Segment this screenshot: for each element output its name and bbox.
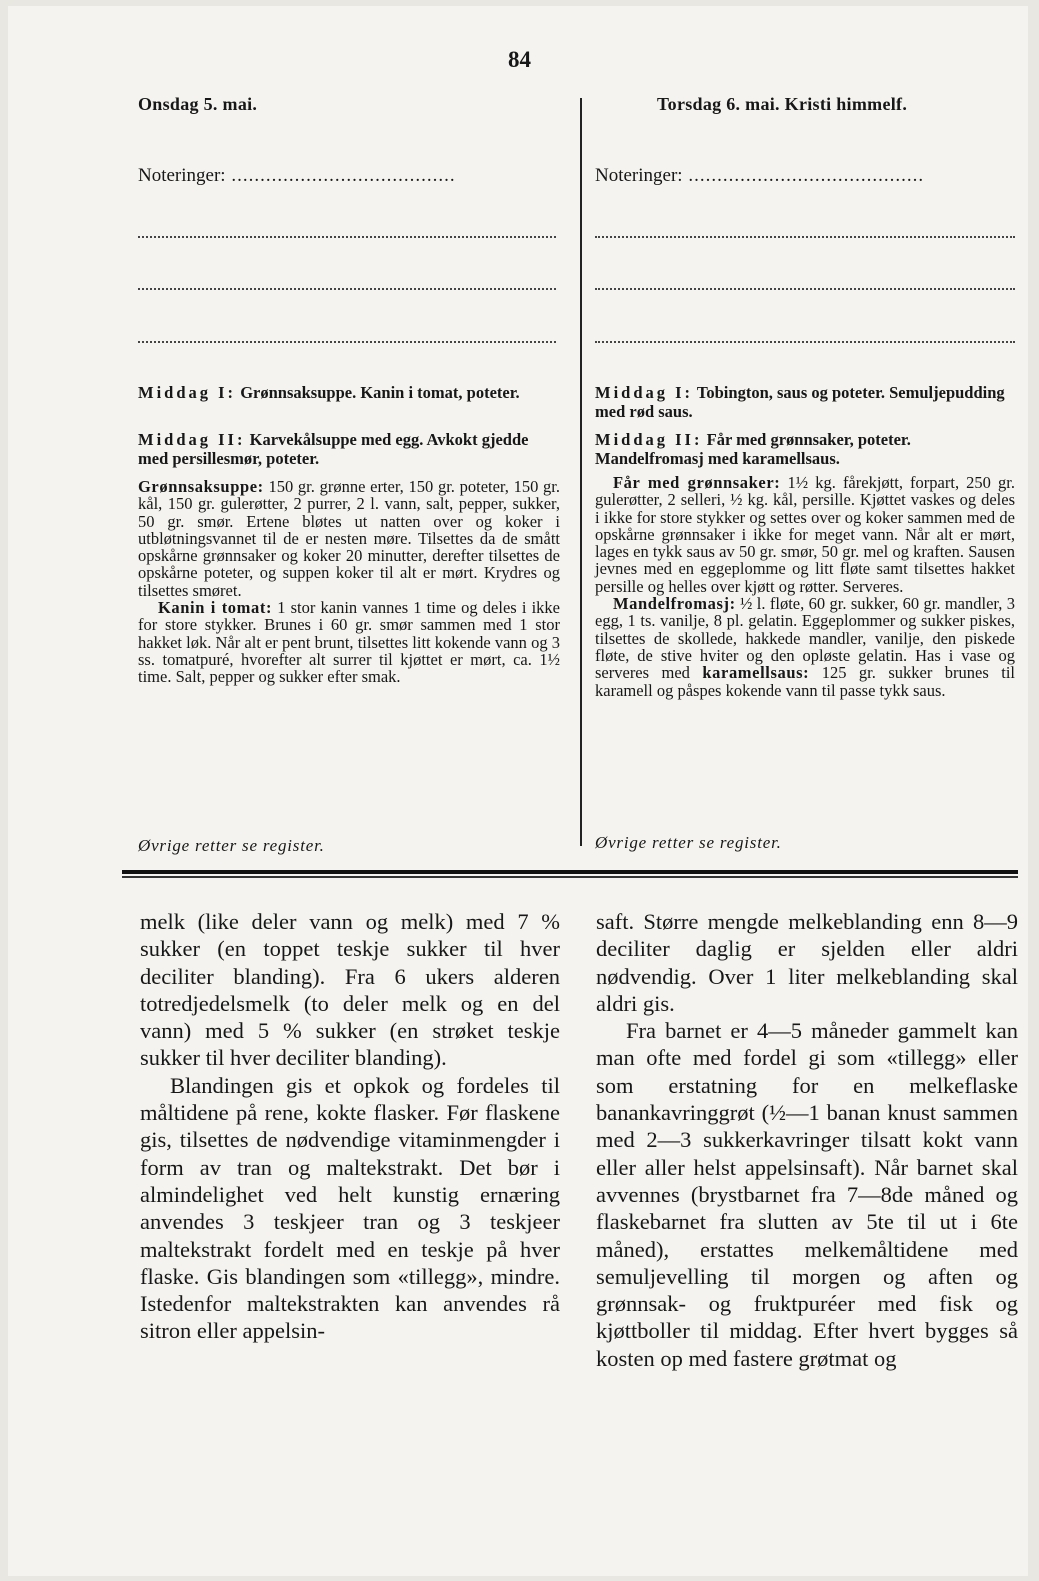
left-note-line-2[interactable] [138,288,556,290]
body-right-paragraph-2: Fra barnet er 4—5 måneder gammelt kan man ofte med fordel gi som «tillegg» eller som erstatning for en melkeflaske banankavringgrøt (½—1 banan knust sammen med 2—3 sukkerkavringer tilsatt kokt vann eller aller helst appelsinsaft). Når barnet skal avvennes (brystbarnet fra 7—8de måned og flaskebarnet fra slutten av 5te til ut i 6te måned), erstattes melkemåltidene med semuljevelling til morgen og aften og grønnsak- og fruktpuréer med fisk og kjøttboller til middag. Efter hvert bygges så kosten op med fastere grøtmat og [596,1018,1018,1371]
right-menu-1-prefix: Middag I: [595,383,694,402]
column-divider [580,98,582,846]
right-recipe-2-title-2: karamellsaus: [702,663,810,683]
left-menu-2-text: Karvekålsuppe med egg. Avkokt gjedde med persillesmør, poteter. [138,430,529,468]
right-recipe-2-text-2: 125 gr. sukker brunes til karamell og påspes kokende vann til passe tykk saus. [595,663,1015,700]
right-recipe-1-text: 1½ kg. fårekjøtt, forpart, 250 gr. gulerøtter, 2 selleri, ½ kg. kål, persille. Kjøttet vaskes og deles i ikke for store stykker og settes over og koker sammen med de opskårne grønnsaker i ikke for meget vann. Når alt er mørt, lages en tykk saus av 50 gr. smør, 50 gr. mel og kraften. Sausen jevnes med en eggeplomme og litt fløte samt tilsettes hakket persille og helles over kjøtt og røtter. Serveres. [595,473,1015,596]
left-menu-1-prefix: Middag I: [138,383,237,402]
right-menu-2 [595,430,1015,468]
right-notes-label-text: Noteringer: [595,165,683,186]
right-recipe-1-title: Får med grønnsaker: [613,473,781,492]
body-left-paragraph-1: melk (like deler vann og melk) med 7 % sukker (en toppet teskje sukker til hver deciliter blanding). Fra 6 ukers alderen totredjedelsmelk (to deler melk og en del vann) med 5 % sukker (en strøket teskje sukker til hver deciliter blanding). [140,909,560,1071]
right-menu-2-text: Får med grønnsaker, poteter. Mandelfromasj med karamellsaus. [595,430,911,468]
left-note-line-1[interactable] [138,236,556,238]
body-right-paragraph-1: saft. Større mengde melkeblanding enn 8—9 deciliter daglig er sjelden eller aldri nødvendig. Over 1 liter melkeblanding skal aldri gis. [596,909,1018,1016]
left-notes-dots: ....................................... [225,165,456,186]
right-note-line-2[interactable] [595,288,1015,290]
right-other-dishes-note: Øvrige retter se register. [595,833,782,852]
left-menu-1 [138,383,560,402]
section-rule [122,870,1018,874]
left-recipe-1-text: 150 gr. grønne erter, 150 gr. poteter, 150 gr. kål, 150 gr. gulerøtter, 2 purrer, 2 l. vann, salt, pepper, sukker, 50 gr. smør. Ertene bløtes ut natten over og koker i utbløtningsvannet til de er nesten møre. Tilsettes da de smått opskårne grønnsaker og koker 20 minutter, derefter tilsettes de opskårne poteter, og suppen koker til alt er mørt. Krydres og tilsettes smøret. [138,477,561,600]
right-menu-1-text: Tobington, saus og poteter. Semuljepudding med rød saus. [595,383,1005,421]
left-menu-2-prefix: Middag II: [138,430,246,449]
left-menu-1-text: Grønnsaksuppe. Kanin i tomat, poteter. [240,383,520,402]
left-recipes [138,478,560,686]
left-recipe-2-text: 1 stor kanin vannes 1 time og deles i ikke for store stykker. Brunes i 60 gr. smør sammen med 1 stor hakket løk. Når alt er pent brunt, tilsettes litt kokende vann og 3 ss. tomatpuré, hvorefter alt surrer til kjøttet er mørt, ca. 1½ time. Salt, pepper og sukker efter smak. [138,598,561,687]
left-notes-label-text: Noteringer: [138,165,226,186]
right-day-heading: Torsdag 6. mai. Kristi himmelf. [657,94,908,114]
right-menu-2-prefix: Middag II: [595,430,703,449]
left-other-dishes-note: Øvrige retter se register. [138,836,325,855]
page-number: 84 [508,47,531,72]
left-day-heading: Onsdag 5. mai. [138,94,258,114]
right-menu-1 [595,383,1015,421]
right-notes-dots: ......................................... [682,165,925,186]
left-note-line-3[interactable] [138,341,556,343]
right-recipes [595,474,1015,699]
right-note-line-1[interactable] [595,236,1015,238]
right-recipe-2-title: Mandelfromasj: [613,594,736,614]
right-note-line-3[interactable] [595,341,1015,343]
body-left-column [140,908,560,1345]
body-left-paragraph-2: Blandingen gis et opkok og fordeles til måltidene på rene, kokte flasker. Før flaskene gis, tilsettes de nødvendige vitaminmengder i form av tran og maltekstrakt. Det bør i almindelighet ved helt kunstig ernæring anvendes 3 teskjeer tran og 3 teskjeer maltekstrakt fordelt med en teskje på hver flaske. Gis blandingen som «tillegg», mindre. Istedenfor maltekstrakten kan anvendes rå sitron eller appelsin- [140,1072,560,1344]
right-notes-label [595,165,924,187]
left-recipe-1-title: Grønnsaksuppe: [138,477,264,496]
body-right-column [596,908,1018,1372]
left-menu-2 [138,430,560,468]
left-notes-label [138,165,456,187]
section-rule-thin [122,876,1018,878]
left-recipe-2-title: Kanin i tomat: [158,598,273,618]
right-recipe-2-text: ½ l. fløte, 60 gr. sukker, 60 gr. mandler, 3 egg, 1 ts. vanilje, 8 pl. gelatin. Eggeplommer og sukker piskes, tilsettes de skollede, hakkede mandler, vanilje, den piskede fløte, de stive hviter og den opløste gelatin. Has i vase og serveres med [595,594,1016,683]
